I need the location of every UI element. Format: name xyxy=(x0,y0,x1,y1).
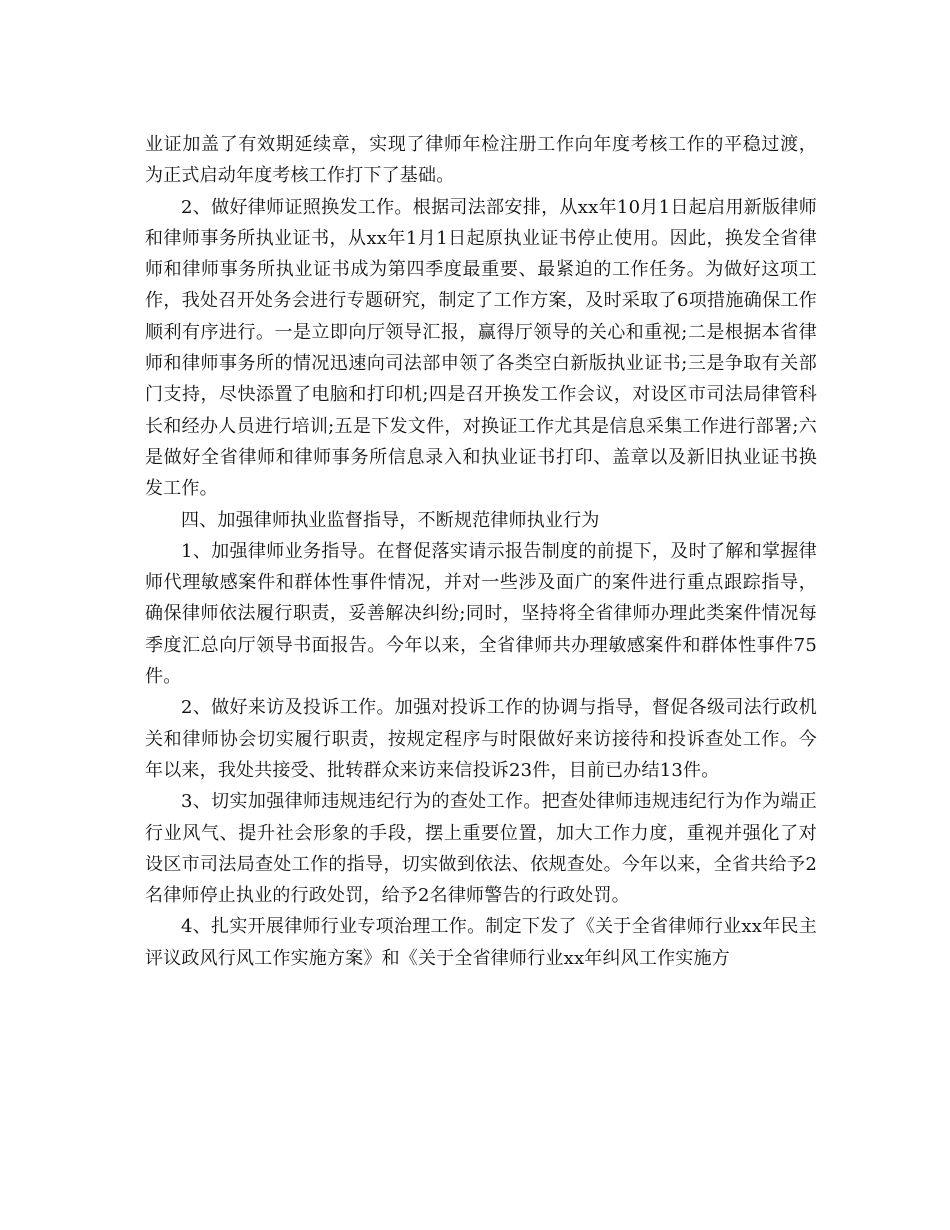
section-heading: 四、加强律师执业监督指导，不断规范律师执业行为 xyxy=(181,509,600,531)
paragraph-2: 2、做好律师证照换发工作。根据司法部安排，从xx年10月1日起启用新版律师和律师事务所执业证书，从xx年1月1日起原执业证书停止使用。因此，换发全省律师和律师事务所执业证书成为第四季度最重要、最紧迫的工作任务。为做好这项工作，我处召开处务会进行专题研究，制定了工作方案，及时采取了6项措施确保工作顺利有序进行。一是立即向厅领导汇报，赢得厅领导的关心和重视;二是根据本省律师和律师事务所的情况迅速向司法部申领了各类空白新版执业证书;三是争取有关部门支持，尽快添置了电脑和打印机;四是召开换发工作会议，对设区市司法局律管科长和经办人员进行培训;五是下发文件，对换证工作尤其是信息采集工作进行部署;六是做好全省律师和律师事务所信息录入和执业证书打印、盖章以及新旧执业证书换发工作。 xyxy=(145,196,817,500)
paragraph-4: 2、做好来访及投诉工作。加强对投诉工作的协调与指导，督促各级司法行政机关和律师协会切实履行职责，按规定程序与时限做好来访接待和投诉查处工作。今年以来，我处共接受、批转群众来访来信投诉23件，目前已办结13件。 xyxy=(145,697,817,781)
paragraph-3: 1、加强律师业务指导。在督促落实请示报告制度的前提下，及时了解和掌握律师代理敏感案件和群体性事件情况，并对一些涉及面广的案件进行重点跟踪指导，确保律师依法履行职责，妥善解决纠纷;同时，坚持将全省律师办理此类案件情况每季度汇总向厅领导书面报告。今年以来，全省律师共办理敏感案件和群体性事件75件。 xyxy=(145,540,817,688)
paragraph-6: 4、扎实开展律师行业专项治理工作。制定下发了《关于全省律师行业xx年民主评议政风行风工作实施方案》和《关于全省律师行业xx年纠风工作实施方 xyxy=(145,916,817,969)
paragraph-5: 3、切实加强律师违规违纪行为的查处工作。把查处律师违规违纪行为作为端正行业风气、提升社会形象的手段，摆上重要位置，加大工作力度，重视并强化了对设区市司法局查处工作的指导，切实做到依法、依规查处。今年以来，全省共给予2名律师停止执业的行政处罚，给予2名律师警告的行政处罚。 xyxy=(145,791,817,907)
document-body xyxy=(145,129,817,974)
paragraph-1: 业证加盖了有效期延续章，实现了律师年检注册工作向年度考核工作的平稳过渡，为正式启动年度考核工作打下了基础。 xyxy=(145,134,817,187)
